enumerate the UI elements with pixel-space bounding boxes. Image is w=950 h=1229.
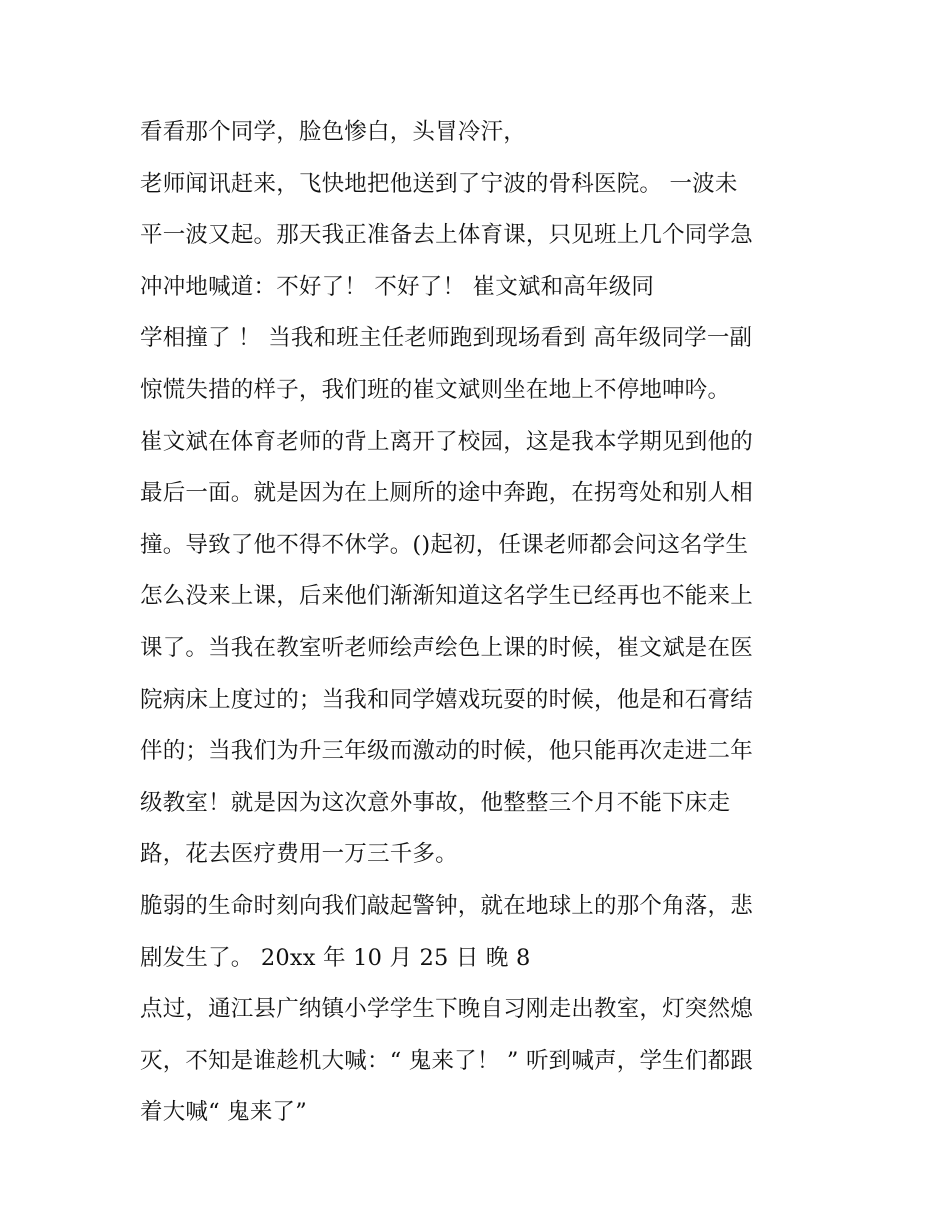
text-line: 课了。当我在教室听老师绘声绘色上课的时候，崔文斌是在医 — [140, 634, 753, 661]
text-line: 路，花去医疗费用一万三千多。 — [140, 841, 458, 868]
text-line: 点过，通江县广纳镇小学学生下晚自习刚走出教室，灯突然熄 — [140, 996, 753, 1023]
body-text — [140, 107, 820, 1139]
text-line: 学相撞了 ！ 当我和班主任老师跑到现场看到 高年级同学一副 — [140, 325, 753, 352]
text-line: 崔文斌在体育老师的背上离开了校园，这是我本学期见到他的 — [140, 428, 753, 455]
text-line: 冲冲地喊道：不好了！ 不好了！ 崔文斌和高年级同 — [140, 273, 655, 300]
text-line: 看看那个同学，脸色惨白，头冒冷汗， — [140, 119, 526, 145]
text-line: 平一波又起。那天我正准备去上体育课，只见班上几个同学急 — [140, 222, 753, 249]
text-line: 惊慌失措的样子，我们班的崔文斌则坐在地上不停地呻吟。 — [140, 376, 731, 403]
text-line: 剧发生了。 20xx 年 10 月 25 日 晚 8 — [140, 944, 531, 971]
text-line: 伴的；当我们为升三年级而激动的时候，他只能再次走进二年 — [140, 738, 753, 765]
text-line: 级教室！就是因为这次意外事故，他整整三个月不能下床走 — [140, 789, 731, 816]
text-line: 着大喊“ 鬼来了” — [140, 1099, 307, 1126]
text-line: 最后一面。就是因为在上厕所的途中奔跑，在拐弯处和别人相 — [140, 480, 753, 507]
text-line: 撞。导致了他不得不休学。()起初，任课老师都会问这名学生 — [140, 531, 749, 558]
text-line: 灭，不知是谁趁机大喊：“ 鬼来了！ ” 听到喊声，学生们都跟 — [140, 1047, 753, 1074]
text-line: 脆弱的生命时刻向我们敲起警钟，就在地球上的那个角落，悲 — [140, 892, 753, 919]
text-line: 怎么没来上课，后来他们渐渐知道这名学生已经再也不能来上 — [140, 583, 753, 610]
text-line: 老师闻讯赶来，飞快地把他送到了宁波的骨科医院。 一波未 — [140, 170, 738, 197]
text-line: 院病床上度过的；当我和同学嬉戏玩耍的时候，他是和石膏结 — [140, 686, 753, 713]
